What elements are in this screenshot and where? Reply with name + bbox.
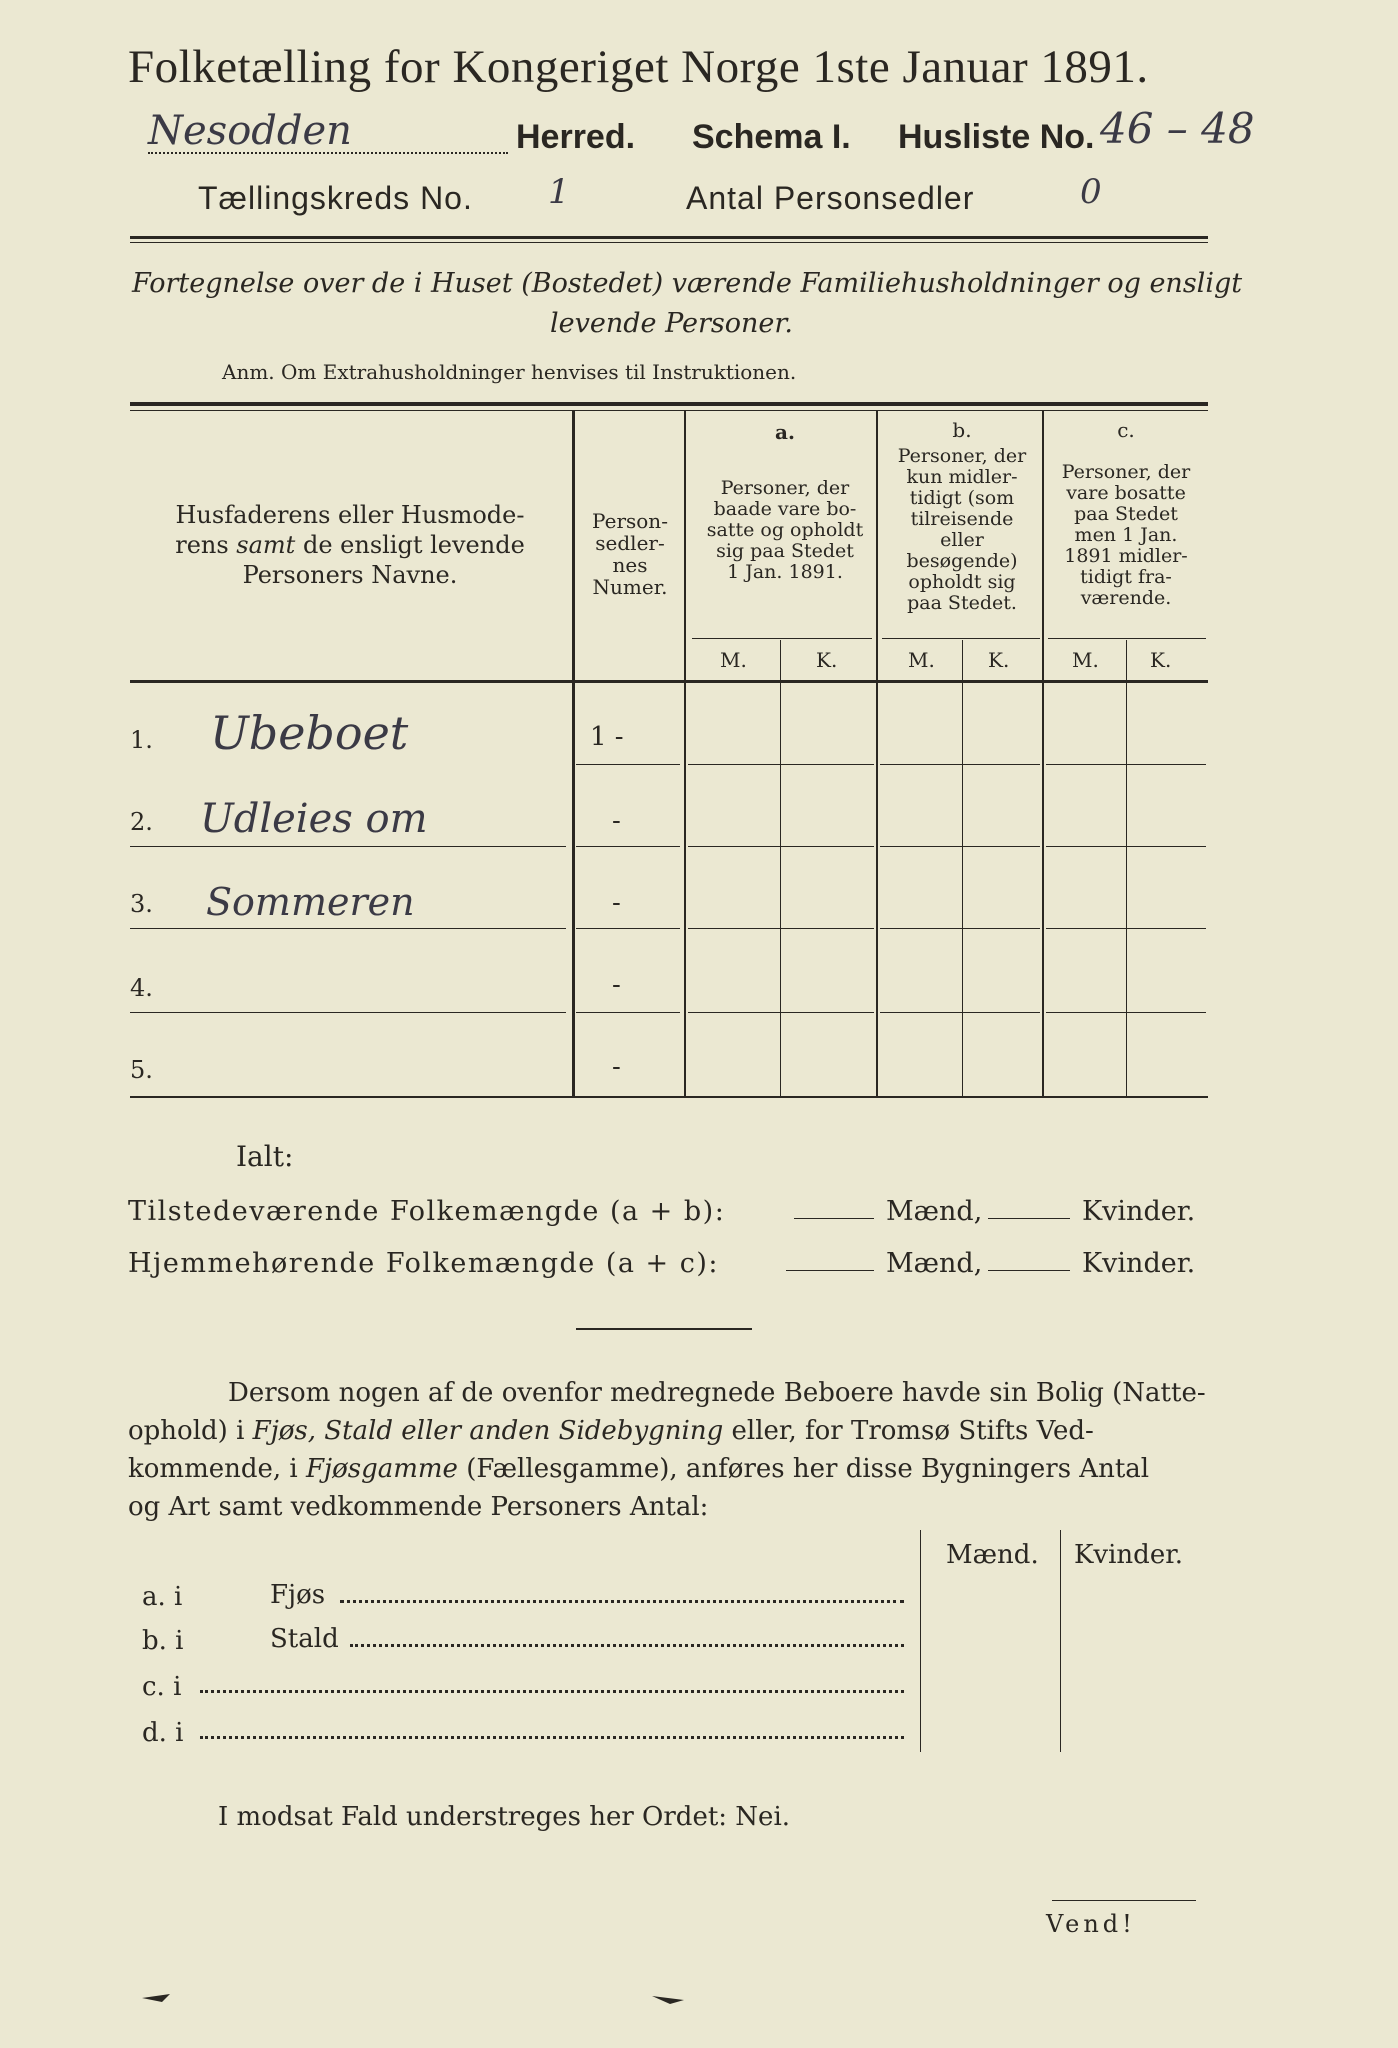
row-rule	[576, 764, 680, 765]
husliste-label: Husliste No.	[898, 118, 1095, 156]
kreds-value: 1	[548, 172, 570, 212]
col-c-header: Personer, der vare bosatte paa Stedet men 1 Jan. 1891 midler- tidigt fra- værende.	[1061, 461, 1191, 609]
section-divider	[576, 1328, 752, 1330]
col-names-header	[140, 500, 560, 590]
b-m-label: M.	[908, 648, 935, 672]
para-l2b: Fjøs, Stald eller anden Sidebygning	[252, 1416, 724, 1446]
anm-note: Anm. Om Extrahusholdninger henvises til Instruktionen.	[222, 360, 797, 384]
header-rule-thin	[130, 242, 1208, 243]
vline-a	[876, 410, 878, 1098]
row-num: -	[612, 970, 621, 1000]
col-a-letter: a.	[775, 420, 795, 444]
table-bottom-rule	[130, 1096, 1208, 1098]
row-rule	[576, 928, 680, 929]
row-rule	[130, 846, 566, 847]
c-group-rule	[1048, 638, 1206, 639]
vline-names	[572, 410, 575, 1098]
b-group-rule	[882, 638, 1040, 639]
para-l2a: ophold) i	[128, 1416, 253, 1446]
intro-line-1: Fortegnelse over de i Huset (Bostedet) værende Familiehusholdninger og ensligt	[132, 268, 1243, 299]
row-name: Udleies om	[200, 796, 428, 842]
col-names-l2a: rens	[175, 531, 237, 559]
row-rule	[688, 928, 874, 929]
row-rule	[880, 846, 1040, 847]
col-b-header: Personer, der kun midler- tidigt (som tilreisende eller besøgende) opholdt sig paa Stedet.	[897, 445, 1027, 614]
building-dots	[350, 1644, 904, 1647]
kreds-label: Tællingskreds No.	[198, 180, 473, 216]
row-num: -	[612, 806, 621, 836]
table-top-rule-thin	[130, 410, 1208, 411]
building-letter: a. i	[142, 1582, 183, 1612]
vline-b	[1042, 410, 1044, 1098]
row-num: -	[612, 888, 621, 918]
herred-label: Herred.	[516, 118, 636, 156]
row-rule	[130, 1012, 566, 1013]
tilstede-label: Tilstedeværende Folkemængde (a + b):	[128, 1196, 726, 1227]
para-l3b: Fjøsgamme	[306, 1454, 458, 1484]
building-letter: d. i	[142, 1718, 184, 1748]
para-line-3	[128, 1454, 1149, 1484]
building-letter: c. i	[142, 1672, 182, 1702]
para-line-4: og Art samt vedkommende Personers Antal:	[128, 1492, 709, 1522]
row-rule	[576, 846, 680, 847]
ialt-label: Ialt:	[236, 1140, 294, 1173]
buildings-maend: Mænd.	[946, 1540, 1039, 1570]
col-names-l3: Personers Navne.	[242, 561, 458, 589]
row-num: 1 -	[590, 722, 624, 752]
husliste-handwritten: 46 – 48	[1100, 104, 1255, 153]
a-group-rule	[692, 638, 872, 639]
row-rule	[1046, 846, 1206, 847]
row-rule	[880, 764, 1040, 765]
hjemme-kvinder-blank	[988, 1270, 1070, 1271]
col-names-l2c: de ensligt levende	[295, 531, 525, 559]
col-names-l1: Husfaderens eller Husmode-	[175, 501, 525, 529]
modsat-text: I modsat Fald understreges her Ordet: Nei.	[218, 1802, 791, 1832]
header-rule	[130, 236, 1208, 239]
row-rule	[688, 1012, 874, 1013]
header-bottom-rule	[130, 680, 1208, 683]
antal-value: 0	[1080, 172, 1102, 212]
a-k-label: K.	[816, 648, 838, 672]
vend-rule	[1052, 1900, 1196, 1901]
printer-mark-icon	[650, 1988, 690, 2008]
row-rule	[688, 764, 874, 765]
row-number: 1.	[130, 726, 153, 754]
row-rule	[1046, 928, 1206, 929]
c-k-label: K.	[1150, 648, 1172, 672]
form-title: Folketælling for Kongeriget Norge 1ste Januar 1891.	[128, 41, 1149, 93]
col-b-letter: b.	[952, 418, 972, 442]
building-dots	[200, 1690, 904, 1693]
tilstede-maend: Mænd,	[886, 1196, 983, 1227]
b-k-label: K.	[988, 648, 1010, 672]
col-c-letter: c.	[1117, 418, 1135, 442]
vline-a-mk	[780, 640, 781, 1098]
para-line-1: Dersom nogen af de ovenfor medregnede Beboere havde sin Bolig (Natte-	[228, 1378, 1206, 1408]
herred-dotline	[148, 152, 508, 154]
table-top-rule	[130, 402, 1208, 406]
intro-line-2: levende Personer.	[550, 308, 793, 339]
hjemme-label: Hjemmehørende Folkemængde (a + c):	[128, 1248, 719, 1279]
row-rule	[880, 928, 1040, 929]
hjemme-kvinder: Kvinder.	[1082, 1248, 1196, 1279]
vline-num	[684, 410, 686, 1098]
hjemme-maend-blank	[786, 1270, 874, 1271]
vline-b-mk	[962, 640, 963, 1098]
c-m-label: M.	[1072, 648, 1099, 672]
col-num-header: Person- sedler- nes Numer.	[592, 509, 668, 599]
buildings-vline-2	[1060, 1530, 1061, 1752]
vend-text: Vend!	[1046, 1910, 1136, 1938]
row-name: Ubeboet	[210, 706, 409, 760]
row-number: 3.	[130, 890, 153, 918]
hjemme-maend: Mænd,	[886, 1248, 983, 1279]
row-rule	[688, 846, 874, 847]
row-rule	[1046, 764, 1206, 765]
row-num: -	[612, 1052, 621, 1082]
tilstede-maend-blank	[794, 1218, 874, 1219]
tilstede-kvinder: Kvinder.	[1082, 1196, 1196, 1227]
row-rule	[130, 928, 566, 929]
building-dots	[340, 1600, 904, 1603]
schema-label: Schema I.	[692, 118, 851, 156]
col-a-header: Personer, der baade vare bo- satte og opholdt sig paa Stedet 1 Jan. 1891.	[706, 477, 864, 583]
a-m-label: M.	[720, 648, 747, 672]
building-dots	[200, 1736, 904, 1739]
para-l2c: eller, for Tromsø Stifts Ved-	[723, 1416, 1094, 1446]
row-number: 5.	[130, 1056, 153, 1084]
printer-mark-icon	[140, 1988, 180, 2008]
row-rule	[880, 1012, 1040, 1013]
row-rule	[576, 1012, 680, 1013]
vline-c-mk	[1126, 640, 1127, 1098]
tilstede-kvinder-blank	[988, 1218, 1070, 1219]
buildings-vline-1	[920, 1530, 921, 1752]
row-number: 4.	[130, 974, 153, 1002]
building-letter: b. i	[142, 1626, 184, 1656]
row-number: 2.	[130, 808, 153, 836]
para-line-2	[128, 1416, 1094, 1446]
para-l3c: (Fællesgamme), anføres her disse Bygningers Antal	[457, 1454, 1150, 1484]
para-l3a: kommende, i	[128, 1454, 306, 1484]
row-rule	[1046, 1012, 1206, 1013]
building-label: Fjøs	[270, 1580, 326, 1610]
col-names-l2b: samt	[236, 531, 296, 559]
buildings-kvinder: Kvinder.	[1074, 1540, 1184, 1570]
antal-label: Antal Personsedler	[686, 180, 975, 216]
herred-handwritten: Nesodden	[148, 108, 352, 154]
row-name: Sommeren	[206, 880, 415, 924]
building-label: Stald	[270, 1624, 339, 1654]
